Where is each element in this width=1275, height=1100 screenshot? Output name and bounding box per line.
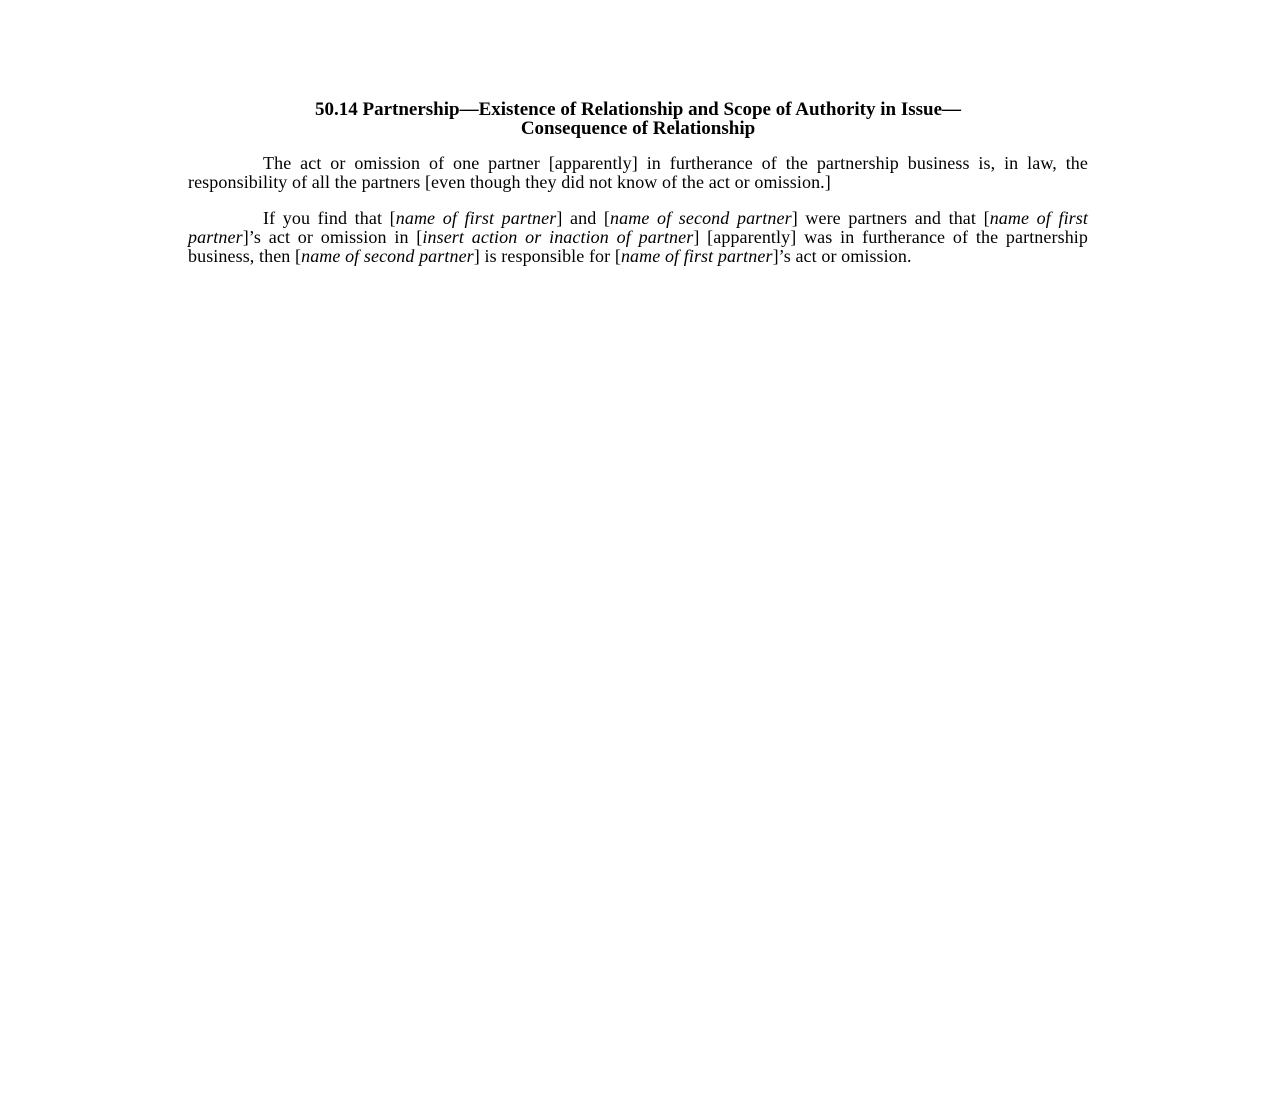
- placeholder-second-partner: name of second partner: [610, 208, 792, 228]
- document-page: [188, 100, 1088, 283]
- placeholder-second-partner: name of second partner: [301, 246, 474, 266]
- text-segment: If you find that [: [263, 208, 396, 228]
- text-segment: ] [apparently] was in furtherance of the partnership business, then [: [188, 227, 1088, 266]
- text-segment: ] and [: [556, 208, 611, 228]
- placeholder-first-partner: name of first partner: [620, 246, 773, 266]
- text-segment: ]’s act or omission in [: [242, 227, 423, 247]
- placeholder-first-partner: name of first partner: [188, 208, 1088, 247]
- paragraph-general-rule: The act or omission of one partner [apparently] in furtherance of the partnership business is, in law, the responsibility of all the partners [even though they did not know of the act or omission.]: [188, 153, 1088, 192]
- placeholder-action: insert action or inaction of partner: [422, 227, 694, 247]
- placeholder-first-partner: name of first partner: [395, 208, 557, 228]
- text-segment: ] is responsible for [: [473, 246, 621, 266]
- section-heading: [188, 100, 1088, 138]
- paragraph-instruction: [188, 209, 1088, 266]
- heading-line-2: Consequence of Relationship: [520, 118, 756, 139]
- heading-line-1: 50.14 Partnership—Existence of Relationship and Scope of Authority in Issue—: [314, 99, 962, 120]
- text-segment: ] were partners and that [: [791, 208, 990, 228]
- text-segment: ]’s act or omission.: [772, 246, 912, 266]
